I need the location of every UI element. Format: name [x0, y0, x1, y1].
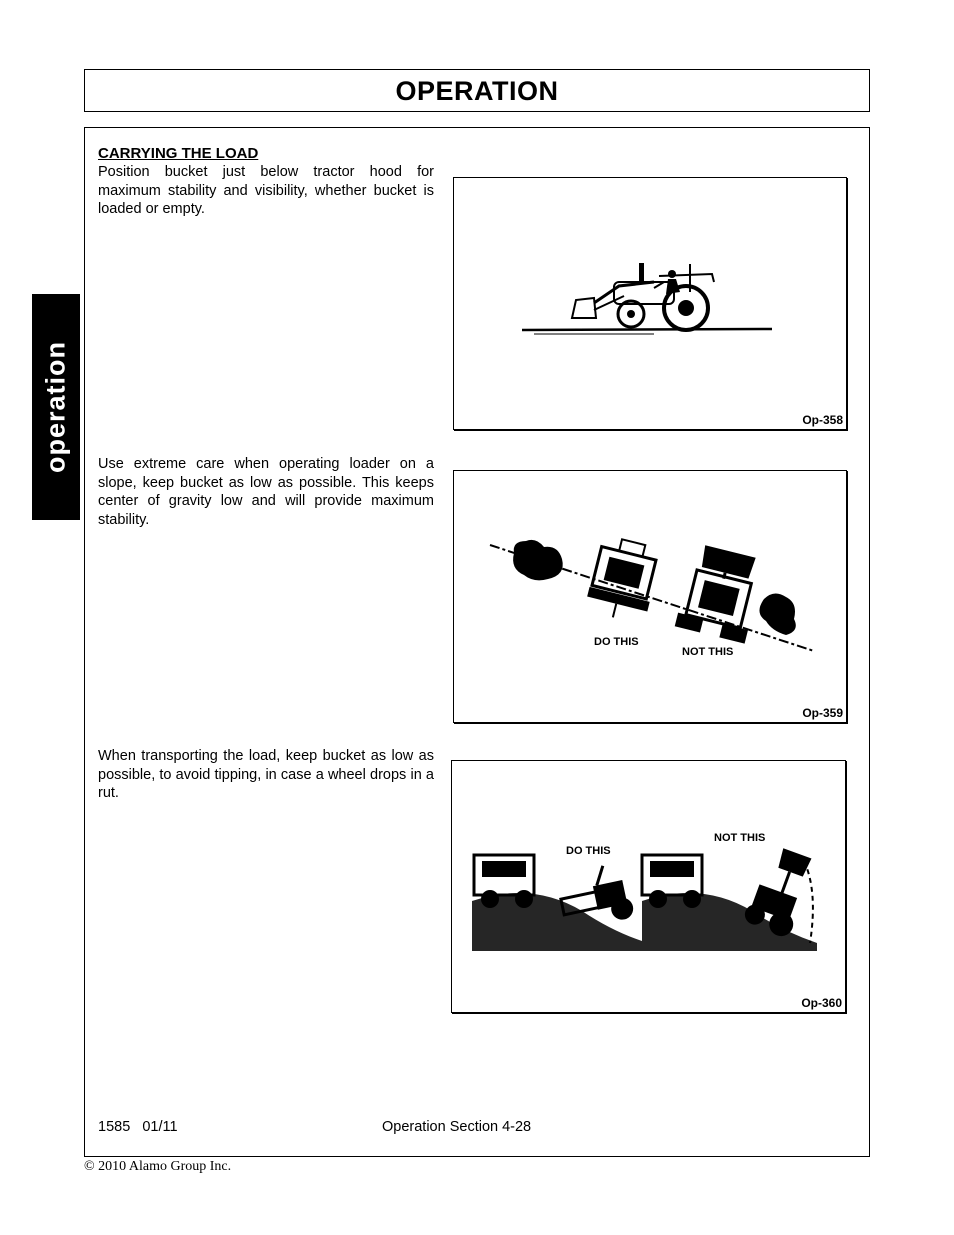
figure-label: Op-360 [801, 996, 842, 1010]
paragraph-bucket-position: Position bucket just below tractor hood for maximum stability and visibility, whether bucket is loaded or empty. [98, 164, 434, 218]
side-tab-label: operation [40, 340, 71, 474]
side-tab [32, 294, 80, 520]
figure-op-360 [451, 760, 846, 1013]
figure-label: Op-359 [802, 706, 843, 720]
tractor-level-illustration [454, 178, 846, 429]
section-title: CARRYING THE LOAD [98, 145, 259, 162]
figure-label: Op-358 [802, 413, 843, 427]
caption-not-this: NOT THIS [682, 646, 734, 658]
slope-loader-illustration [454, 471, 846, 722]
transport-load-illustration [452, 761, 845, 1012]
page-header [84, 69, 870, 112]
caption-do-this: DO THIS [566, 845, 611, 857]
copyright: © 2010 Alamo Group Inc. [84, 1159, 232, 1174]
footer-doc-number: 1585 01/11 [98, 1119, 178, 1135]
paragraph-slope-care: Use extreme care when operating loader on a slope, keep bucket as low as possible. This keeps center of gravity low and will provide maximum stability. [98, 456, 434, 528]
caption-do-this: DO THIS [594, 636, 639, 648]
figure-op-359 [453, 470, 847, 723]
caption-not-this: NOT THIS [714, 832, 766, 844]
paragraph-transport: When transporting the load, keep bucket as low as possible, to avoid tipping, in case a wheel drops in a rut. [98, 748, 434, 802]
page-title: OPERATION [395, 76, 559, 106]
footer-section-page: Operation Section 4-28 [382, 1119, 532, 1135]
figure-op-358 [453, 177, 847, 430]
